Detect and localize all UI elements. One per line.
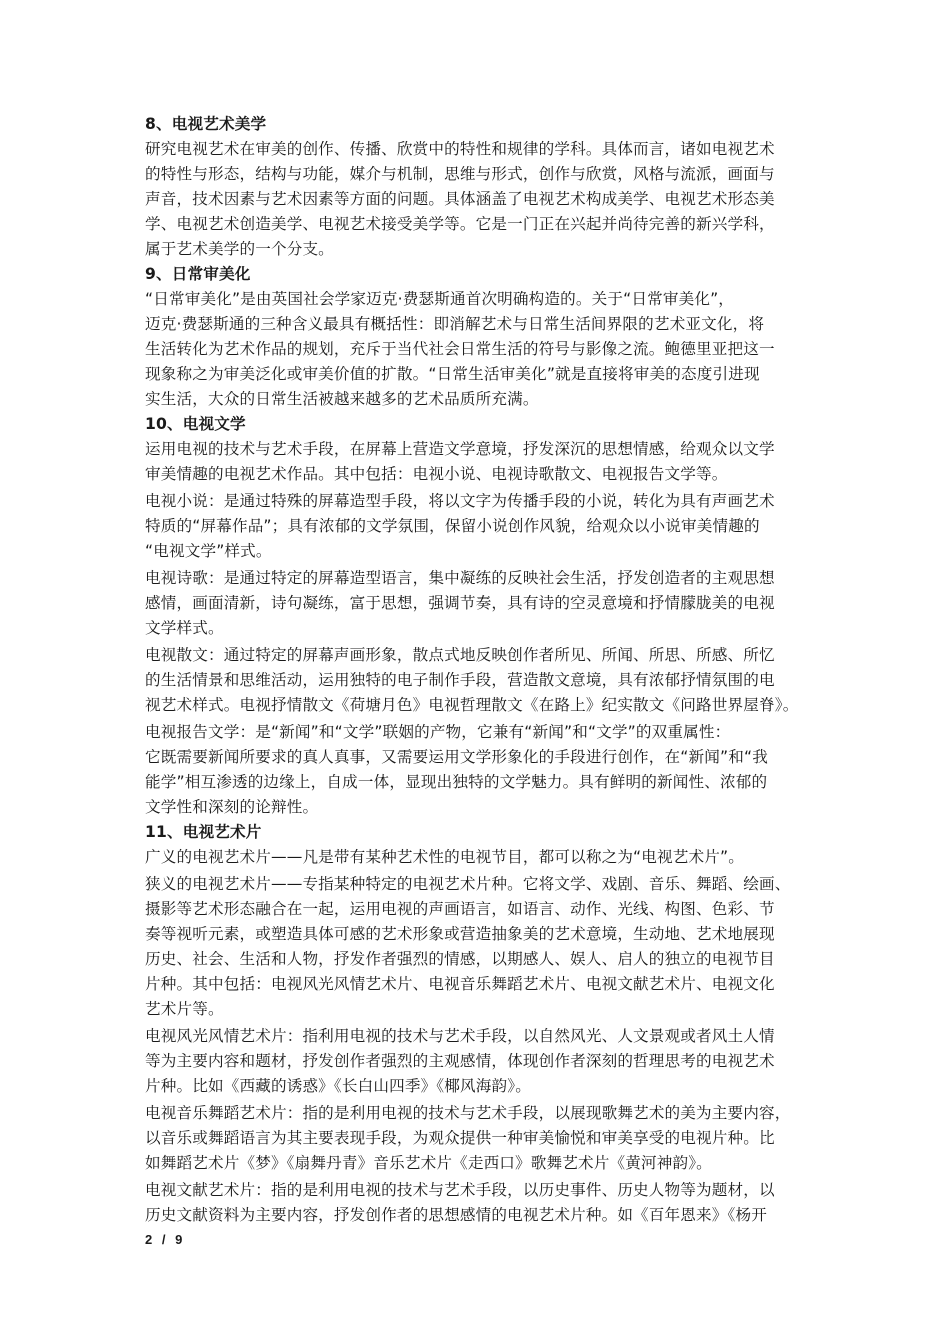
text-line: 电视报告文学：是“新闻”和“文学”联姻的产物，它兼有“新闻”和“文学”的双重属性： bbox=[145, 723, 731, 741]
text-line: “电视文学”样式。 bbox=[145, 542, 272, 560]
paragraph bbox=[145, 489, 810, 564]
text-line: 如舞蹈艺术片《梦》《扇舞丹青》音乐艺术片《走西口》歌舞艺术片《黄河神韵》。 bbox=[145, 1154, 712, 1172]
paragraph bbox=[145, 566, 810, 641]
text-line: 它既需要新闻所要求的真人真事，又需要运用文学形象化的手段进行创作，在“新闻”和“我 bbox=[145, 748, 768, 766]
text-line: 文学样式。 bbox=[145, 619, 224, 637]
text-line: 视艺术样式。电视抒情散文《荷塘月色》电视哲理散文《在路上》纪实散文《问路世界屋脊》。 bbox=[145, 696, 799, 714]
text-line: 的生活情景和思维活动，运用独特的电子制作手段，营造散文意境，具有浓郁抒情氛围的电 bbox=[145, 671, 775, 689]
section-heading: 10、电视文学 bbox=[145, 415, 246, 433]
paragraph bbox=[145, 1178, 810, 1228]
section bbox=[145, 112, 810, 262]
text-line: 声音，技术因素与艺术因素等方面的问题。具体涵盖了电视艺术构成美学、电视艺术形态美 bbox=[145, 190, 775, 208]
paragraph bbox=[145, 137, 810, 262]
text-line: 电视音乐舞蹈艺术片：指的是利用电视的技术与艺术手段，以展现歌舞艺术的美为主要内容， bbox=[145, 1104, 791, 1122]
text-line: 电视散文：通过特定的屏幕声画形象，散点式地反映创作者所见、所闻、所思、所感、所忆 bbox=[145, 646, 775, 664]
text-line: 电视文献艺术片：指的是利用电视的技术与艺术手段，以历史事件、历史人物等为题材，以 bbox=[145, 1181, 775, 1199]
section bbox=[145, 820, 810, 1228]
text-line: 学、电视艺术创造美学、电视艺术接受美学等。它是一门正在兴起并尚待完善的新兴学科， bbox=[145, 215, 775, 233]
text-line: 实生活，大众的日常生活被越来越多的艺术品质所充满。 bbox=[145, 390, 539, 408]
text-line: 电视小说：是通过特殊的屏幕造型手段，将以文字为传播手段的小说，转化为具有声画艺术 bbox=[145, 492, 775, 510]
section bbox=[145, 412, 810, 820]
paragraph bbox=[145, 287, 810, 412]
text-line: 属于艺术美学的一个分支。 bbox=[145, 240, 334, 258]
text-line: 现象称之为审美泛化或审美价值的扩散。“日常生活审美化”就是直接将审美的态度引进现 bbox=[145, 365, 760, 383]
text-line: 的特性与形态，结构与功能，媒介与机制，思维与形式，创作与欣赏，风格与流派，画面与 bbox=[145, 165, 775, 183]
text-line: 运用电视的技术与艺术手段，在屏幕上营造文学意境，抒发深沉的思想情感，给观众以文学 bbox=[145, 440, 775, 458]
paragraph bbox=[145, 845, 810, 870]
text-line: “日常审美化”是由英国社会学家迈克·费瑟斯通首次明确构造的。关于“日常审美化”， bbox=[145, 290, 735, 308]
paragraph bbox=[145, 720, 810, 820]
text-line: 迈克·费瑟斯通的三种含义最具有概括性：即消解艺术与日常生活间界限的艺术亚文化，将 bbox=[145, 315, 765, 333]
text-line: 电视风光风情艺术片：指利用电视的技术与艺术手段，以自然风光、人文景观或者风土人情 bbox=[145, 1027, 775, 1045]
text-line: 感情，画面清新，诗句凝练，富于思想，强调节奏，具有诗的空灵意境和抒情朦胧美的电视 bbox=[145, 594, 775, 612]
document-body bbox=[145, 112, 810, 1228]
section-heading: 9、日常审美化 bbox=[145, 265, 251, 283]
text-line: 历史文献资料为主要内容，抒发创作者的思想感情的电视艺术片种。如《百年恩来》《杨开 bbox=[145, 1206, 767, 1224]
text-line: 能学”相互渗透的边缘上，自成一体，显现出独特的文学魅力。具有鲜明的新闻性、浓郁的 bbox=[145, 773, 768, 791]
paragraph bbox=[145, 437, 810, 487]
section-heading: 11、电视艺术片 bbox=[145, 823, 262, 841]
text-line: 艺术片等。 bbox=[145, 1000, 224, 1018]
text-line: 文学性和深刻的论辩性。 bbox=[145, 798, 319, 816]
text-line: 生活转化为艺术作品的规划，充斥于当代社会日常生活的符号与影像之流。鲍德里亚把这一 bbox=[145, 340, 775, 358]
paragraph bbox=[145, 643, 810, 718]
section bbox=[145, 262, 810, 412]
text-line: 特质的“屏幕作品”；具有浓郁的文学氛围，保留小说创作风貌，给观众以小说审美情趣的 bbox=[145, 517, 760, 535]
text-line: 片种。比如《西藏的诱惑》《长白山四季》《椰风海韵》。 bbox=[145, 1077, 531, 1095]
paragraph bbox=[145, 1024, 810, 1099]
text-line: 研究电视艺术在审美的创作、传播、欣赏中的特性和规律的学科。具体而言，诸如电视艺术 bbox=[145, 140, 775, 158]
text-line: 广义的电视艺术片——凡是带有某种艺术性的电视节目，都可以称之为“电视艺术片”。 bbox=[145, 848, 744, 866]
text-line: 历史、社会、生活和人物，抒发作者强烈的情感，以期感人、娱人、启人的独立的电视节目 bbox=[145, 950, 775, 968]
section-heading: 8、电视艺术美学 bbox=[145, 115, 267, 133]
text-line: 审美情趣的电视艺术作品。其中包括：电视小说、电视诗歌散文、电视报告文学等。 bbox=[145, 465, 728, 483]
text-line: 等为主要内容和题材，抒发创作者强烈的主观感情，体现创作者深刻的哲理思考的电视艺术 bbox=[145, 1052, 775, 1070]
paragraph bbox=[145, 1101, 810, 1176]
text-line: 狭义的电视艺术片——专指某种特定的电视艺术片种。它将文学、戏剧、音乐、舞蹈、绘画、 bbox=[145, 875, 791, 893]
text-line: 摄影等艺术形态融合在一起，运用电视的声画语言，如语言、动作、光线、构图、色彩、节 bbox=[145, 900, 775, 918]
paragraph bbox=[145, 872, 810, 1022]
text-line: 片种。其中包括：电视风光风情艺术片、电视音乐舞蹈艺术片、电视文献艺术片、电视文化 bbox=[145, 975, 775, 993]
text-line: 奏等视听元素，或塑造具体可感的艺术形象或营造抽象美的艺术意境，生动地、艺术地展现 bbox=[145, 925, 775, 943]
text-line: 以音乐或舞蹈语言为其主要表现手段，为观众提供一种审美愉悦和审美享受的电视片种。比 bbox=[145, 1129, 775, 1147]
text-line: 电视诗歌：是通过特定的屏幕造型语言，集中凝练的反映社会生活，抒发创造者的主观思想 bbox=[145, 569, 775, 587]
page-number: 2 / 9 bbox=[145, 1232, 186, 1247]
